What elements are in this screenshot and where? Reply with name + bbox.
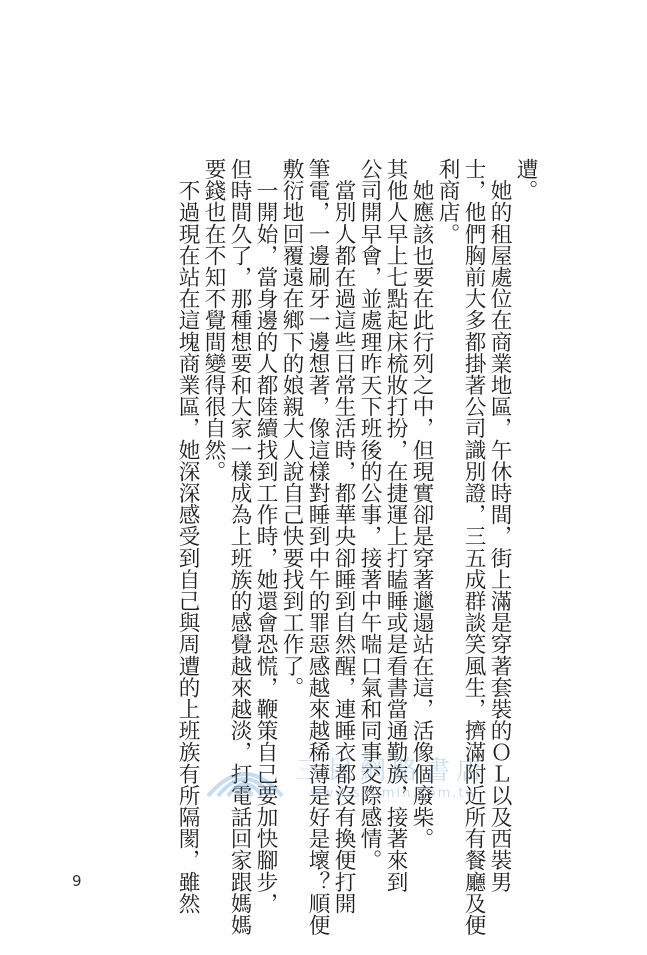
text-column: 其他人早上七點起床梳妝打扮，在捷運上打瞌睡或是看書當通勤族，接著來到	[383, 158, 408, 893]
text-column: 筆電，一邊刷牙一邊想著，像這樣對睡到中午的罪惡感越來越稀薄是好是壞？順便	[305, 158, 330, 936]
text-column: 利商店。	[435, 158, 460, 245]
text-column: 她的租屋處位在商業地區，午休時間，街上滿是穿著套裝的ＯＬ以及西裝男	[487, 158, 512, 893]
watermark-url: www.sanmin.com.tw	[310, 786, 479, 801]
text-column: 士，他們胸前大多都掛著公司識別證，三五成群談笑風生，擠滿附近所有餐廳及便	[461, 158, 486, 936]
text-column: 敷衍地回覆遠在鄉下的娘親大人說自己快要找到工作了。	[279, 158, 304, 698]
text-column: 遭。	[513, 158, 538, 202]
watermark-name: 三民網路書店	[296, 756, 489, 786]
text-column: 一開始，當身邊的人都陸續找到工作時，她還會恐慌，鞭策自己要加快腳步，	[253, 158, 278, 914]
page-number: 9	[72, 872, 82, 890]
text-column: 但時間久了，那種想要和大家一樣成為上班族的感覺越來越淡，打電話回家跟媽媽	[227, 158, 252, 936]
text-column: 當別人都在過這些日常生活時，都華央卻睡到自然醒，連睡衣都沒有換便打開	[331, 158, 356, 914]
text-column: 她應該也要在此行列之中，但現實卻是穿著邋遢站在這，活像個廢柴。	[409, 158, 434, 850]
text-column: 公司開早會，並處理昨天下班後的公事，接著中午喘口氣和同事交際感情。	[357, 158, 382, 871]
text-column: 不過現在站在這塊商業區，她深深感受到自己與周遭的上班族有所隔閡，雖然	[175, 158, 200, 914]
text-column: 要錢也在不知不覺間變得很自然。	[201, 158, 226, 482]
